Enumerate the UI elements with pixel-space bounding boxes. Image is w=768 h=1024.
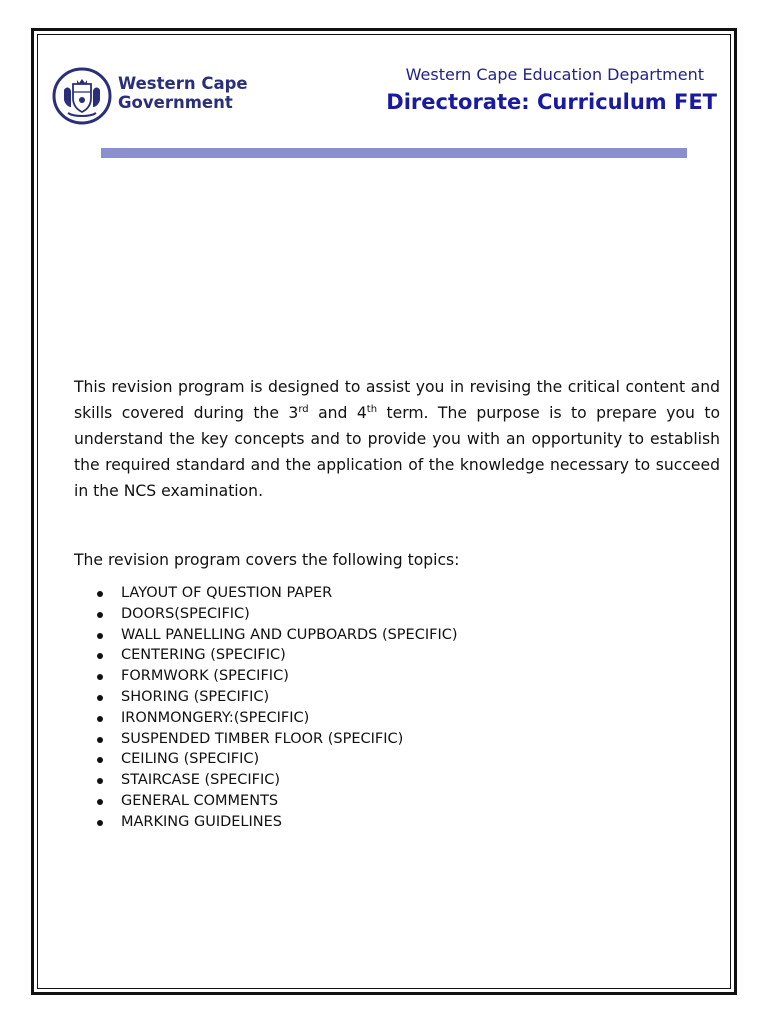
intro-text-2: and 4 xyxy=(308,404,367,422)
topic-label: DOORS(SPECIFIC) xyxy=(121,605,250,622)
intro-text-3: term. The purpose is to prepare you to understand the key concepts and to provide you with an opportunity to establish the required standard and the application of the knowledge necessary to succeed in the NCS examination. xyxy=(74,404,720,500)
topic-label: WALL PANELLING AND CUPBOARDS (SPECIFIC) xyxy=(121,626,458,643)
coat-of-arms-icon xyxy=(52,67,112,125)
bullet-icon xyxy=(97,695,103,701)
topic-label: FORMWORK (SPECIFIC) xyxy=(121,668,289,685)
bullet-icon xyxy=(97,591,103,597)
header-divider xyxy=(101,148,687,158)
intro-sup-th: th xyxy=(366,404,378,415)
bullet-icon xyxy=(97,757,103,763)
bullet-icon xyxy=(97,799,103,805)
topic-label: GENERAL COMMENTS xyxy=(121,792,279,809)
topics-list xyxy=(94,583,458,833)
bullet-icon xyxy=(97,820,103,826)
topic-label: LAYOUT OF QUESTION PAPER xyxy=(121,585,333,601)
bullet-icon xyxy=(97,612,103,618)
government-logo xyxy=(52,67,262,127)
topic-label: SHORING (SPECIFIC) xyxy=(121,688,270,705)
bullet-icon xyxy=(97,653,103,659)
list-item xyxy=(94,812,458,833)
intro-text-1: This revision program is designed to assist you in revising the critical content and skills covered during the 3 xyxy=(74,378,720,422)
logo-line-1: Western Cape xyxy=(118,74,248,93)
list-item xyxy=(94,729,458,750)
topic-label: STAIRCASE (SPECIFIC) xyxy=(121,772,281,789)
list-item xyxy=(94,625,458,646)
directorate-title: Directorate: Curriculum FET xyxy=(386,90,717,114)
list-item xyxy=(94,749,458,770)
list-item xyxy=(94,687,458,708)
bullet-icon xyxy=(97,674,103,680)
list-item xyxy=(94,583,458,604)
list-item xyxy=(94,666,458,687)
bullet-icon xyxy=(97,716,103,722)
topic-label: MARKING GUIDELINES xyxy=(121,813,283,830)
bullet-icon xyxy=(97,737,103,743)
list-item xyxy=(94,708,458,729)
topics-intro: The revision program covers the following topics: xyxy=(74,551,460,569)
topic-label: IRONMONGERY:(SPECIFIC) xyxy=(121,709,310,726)
topic-label: CEILING (SPECIFIC) xyxy=(121,751,260,768)
list-item xyxy=(94,604,458,625)
topic-label: SUSPENDED TIMBER FLOOR (SPECIFIC) xyxy=(121,730,404,747)
intro-sup-rd: rd xyxy=(298,404,309,415)
logo-wordmark xyxy=(118,74,248,112)
bullet-icon xyxy=(97,633,103,639)
page-border-inner xyxy=(37,34,731,989)
logo-line-2: Government xyxy=(118,93,233,112)
list-item xyxy=(94,791,458,812)
list-item xyxy=(94,770,458,791)
department-name: Western Cape Education Department xyxy=(405,65,704,84)
list-item xyxy=(94,645,458,666)
bullet-icon xyxy=(97,778,103,784)
intro-paragraph xyxy=(74,374,720,504)
topic-label: CENTERING (SPECIFIC) xyxy=(121,647,286,664)
